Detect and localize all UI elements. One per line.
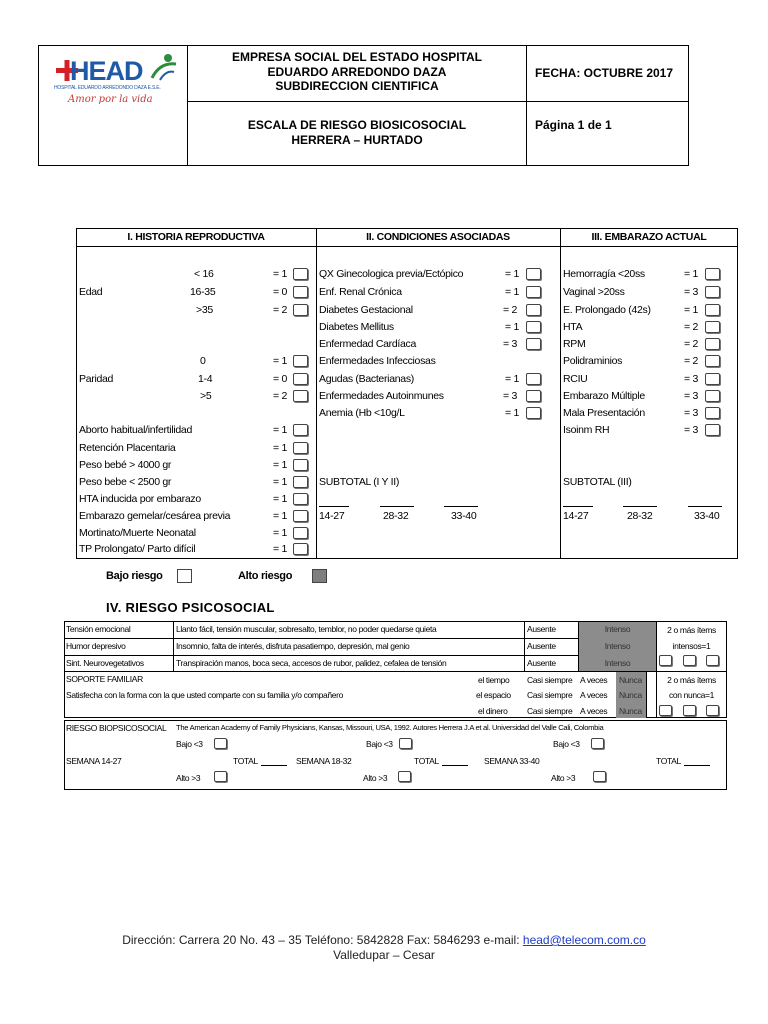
cond-item-checkbox[interactable] <box>526 407 541 419</box>
alto-checkbox-1[interactable] <box>214 771 227 782</box>
emb-item-label: Embarazo Múltiple <box>563 390 645 402</box>
cond-item-label: Enfermedades Autoinmunes <box>319 390 444 402</box>
emb-item-checkbox[interactable] <box>705 286 720 298</box>
psy-row-intenso: Intenso <box>604 658 631 668</box>
emb-item-checkbox[interactable] <box>705 373 720 385</box>
semana-3-label: SEMANA 33-40 <box>484 756 540 766</box>
alto-label-2: Alto >3 <box>363 773 388 783</box>
hist-item-score: = 1 <box>273 510 287 522</box>
cond-item-checkbox[interactable] <box>526 338 541 350</box>
paridad-score-3: = 2 <box>273 390 287 402</box>
semana-2-label: SEMANA 18-32 <box>296 756 352 766</box>
weeks-i-ii-1: 14-27 <box>319 510 345 522</box>
hist-item-label: TP Prolongato/ Parto difícil <box>79 543 196 555</box>
weeks-i-ii-3: 33-40 <box>451 510 477 522</box>
psy-row-name: Humor depresivo <box>66 641 126 651</box>
edad-score-3: = 2 <box>273 304 287 316</box>
total-2-label: TOTAL <box>414 756 439 766</box>
weeks-iii-1: 14-27 <box>563 510 589 522</box>
cond-item-label: Enfermedades Infecciosas <box>319 355 436 367</box>
section4-title: IV. RIESGO PSICOSOCIAL <box>106 600 275 615</box>
cond-item-label: QX Ginecologica previa/Ectópico <box>319 268 464 280</box>
edad-checkbox-2[interactable] <box>293 286 308 298</box>
psy-checkbox[interactable] <box>683 655 696 666</box>
emb-item-score: = 2 <box>684 321 698 333</box>
soporte-c2: A veces <box>580 690 608 700</box>
cond-item-label: Diabetes Gestacional <box>319 304 413 316</box>
cond-item-checkbox[interactable] <box>526 268 541 280</box>
cond-item-score: = 1 <box>505 268 519 280</box>
hist-item-checkbox[interactable] <box>293 527 308 539</box>
bajo-checkbox-1[interactable] <box>214 738 227 749</box>
paridad-checkbox-3[interactable] <box>293 390 308 402</box>
section1-title: I. HISTORIA REPRODUCTIVA <box>127 231 265 243</box>
soporte-c3: Nunca <box>619 675 642 685</box>
hist-item-checkbox[interactable] <box>293 543 308 555</box>
edad-range-3: >35 <box>196 304 213 316</box>
edad-label: Edad <box>79 286 103 298</box>
edad-range-2: 16-35 <box>190 286 216 298</box>
subtotal-iii-label: SUBTOTAL (III) <box>563 476 632 488</box>
cond-item-label: Enf. Renal Crónica <box>319 286 402 298</box>
psy-right-note-2: intensos=1 <box>672 641 711 651</box>
paridad-label: Paridad <box>79 373 114 385</box>
hist-item-label: Aborto habitual/infertilidad <box>79 424 193 436</box>
hist-item-label: Embarazo gemelar/cesárea previa <box>79 510 231 522</box>
weeks-iii-2: 28-32 <box>627 510 653 522</box>
emb-item-score: = 1 <box>684 304 698 316</box>
emb-item-checkbox[interactable] <box>705 407 720 419</box>
psy-row-intenso: Intenso <box>604 641 631 651</box>
cond-item-score: = 1 <box>505 321 519 333</box>
hist-item-checkbox[interactable] <box>293 459 308 471</box>
biopsico-source: The American Academy of Family Physicians, Kansas, Missouri, USA, 1992. Autores Herrera J.A et al. Universidad del Valle Cali, Colombia <box>176 723 604 732</box>
weeks-iii-3: 33-40 <box>694 510 720 522</box>
cond-item-checkbox[interactable] <box>526 390 541 402</box>
emb-item-score: = 2 <box>684 338 698 350</box>
hist-item-checkbox[interactable] <box>293 476 308 488</box>
hist-item-score: = 1 <box>273 424 287 436</box>
hist-item-checkbox[interactable] <box>293 510 308 522</box>
subtotal-i-ii-label: SUBTOTAL (I Y II) <box>319 476 400 488</box>
psy-row-ausente: Ausente <box>527 658 556 668</box>
alto-label-3: Alto >3 <box>551 773 576 783</box>
soporte-when: el dinero <box>478 706 508 716</box>
hist-item-score: = 1 <box>273 527 287 539</box>
bajo-riesgo-swatch <box>177 569 192 583</box>
emb-item-label: Isoinm RH <box>563 424 610 436</box>
edad-range-1: < 16 <box>194 268 214 280</box>
cond-item-checkbox[interactable] <box>526 321 541 333</box>
cond-item-score: = 1 <box>505 286 519 298</box>
hist-item-score: = 1 <box>273 442 287 454</box>
emb-item-score: = 3 <box>684 407 698 419</box>
cond-item-checkbox[interactable] <box>526 286 541 298</box>
emb-item-score: = 2 <box>684 355 698 367</box>
soporte-right-note-1: 2 o más ítems <box>667 675 716 685</box>
edad-checkbox-1[interactable] <box>293 268 308 280</box>
paridad-score-2: = 0 <box>273 373 287 385</box>
section3-title: III. EMBARAZO ACTUAL <box>591 231 707 243</box>
bajo-label-3: Bajo <3 <box>553 739 580 749</box>
emb-item-checkbox[interactable] <box>705 390 720 402</box>
soporte-c2: A veces <box>580 675 608 685</box>
alto-checkbox-2[interactable] <box>398 771 411 782</box>
cond-item-label: Diabetes Mellitus <box>319 321 394 333</box>
soporte-c3: Nunca <box>619 690 642 700</box>
hist-item-label: HTA inducida por embarazo <box>79 493 201 505</box>
edad-score-2: = 0 <box>273 286 287 298</box>
hist-item-label: Retención Placentaria <box>79 442 176 454</box>
soporte-checkbox[interactable] <box>706 705 719 716</box>
cond-item-score: = 1 <box>505 373 519 385</box>
emb-item-score: = 3 <box>684 424 698 436</box>
bajo-checkbox-2[interactable] <box>399 738 412 749</box>
emb-item-score: = 3 <box>684 373 698 385</box>
hist-item-checkbox[interactable] <box>293 442 308 454</box>
psy-row-name: Tensión emocional <box>66 624 131 634</box>
psy-row-intenso: Intenso <box>604 624 631 634</box>
scale-title-2: HERRERA – HURTADO <box>291 133 423 147</box>
logo-slogan: Amor por la vida <box>68 94 153 105</box>
paridad-score-1: = 1 <box>273 355 287 367</box>
edad-score-1: = 1 <box>273 268 287 280</box>
soporte-desc: Satisfecha con la forma con la que usted comparte con su familia y/o compañero <box>66 690 343 700</box>
cond-item-label: Anemia (Hb <10g/L <box>319 407 405 419</box>
soporte-c1: Casi siempre <box>527 706 573 716</box>
cond-item-score: = 3 <box>503 338 517 350</box>
total-1-label: TOTAL <box>233 756 258 766</box>
footer-email-link[interactable]: head@telecom.com.co <box>522 933 646 947</box>
psy-row-desc: Llanto fácil, tensión muscular, sobresalto, temblor, no poder quedarse quieta <box>176 624 437 634</box>
emb-item-checkbox[interactable] <box>705 355 720 367</box>
paridad-checkbox-2[interactable] <box>293 373 308 385</box>
soporte-title: SOPORTE FAMILIAR <box>66 674 143 684</box>
cond-item-label: Agudas (Bacterianas) <box>319 373 414 385</box>
soporte-c1: Casi siempre <box>527 675 573 685</box>
footer <box>0 933 768 963</box>
soporte-c2: A veces <box>580 706 608 716</box>
psy-row-desc: Transpiración manos, boca seca, accesos de rubor, palidez, cefalea de tensión <box>176 658 447 668</box>
soporte-right-note-2: con nunca=1 <box>668 690 715 700</box>
psy-checkbox[interactable] <box>706 655 719 666</box>
emb-item-score: = 3 <box>684 390 698 402</box>
emb-item-checkbox[interactable] <box>705 424 720 436</box>
emb-item-checkbox[interactable] <box>705 338 720 350</box>
soporte-checkbox[interactable] <box>659 705 672 716</box>
paridad-range-3: >5 <box>200 390 212 402</box>
fecha-label: FECHA: OCTUBRE 2017 <box>535 66 674 80</box>
hospital-logo <box>48 50 180 120</box>
emb-item-label: Vaginal >20ss <box>563 286 625 298</box>
paridad-range-2: 1-4 <box>198 373 213 385</box>
paridad-range-1: 0 <box>200 355 206 367</box>
emb-item-label: Hemorragía <20ss <box>563 268 645 280</box>
soporte-c3: Nunca <box>619 706 642 716</box>
weeks-i-ii-2: 28-32 <box>383 510 409 522</box>
psy-row-ausente: Ausente <box>527 641 556 651</box>
cond-item-score: = 1 <box>505 407 519 419</box>
org-line-1: EMPRESA SOCIAL DEL ESTADO HOSPITAL <box>231 50 483 64</box>
soporte-when: el espacio <box>476 690 511 700</box>
org-line-3: SUBDIRECCION CIENTIFICA <box>275 79 439 93</box>
hist-item-score: = 1 <box>273 493 287 505</box>
emb-item-checkbox[interactable] <box>705 321 720 333</box>
hist-item-label: Peso bebe < 2500 gr <box>79 476 172 488</box>
psy-row-name: Sint. Neurovegetativos <box>66 658 144 668</box>
logo-text: HEAD <box>70 56 143 86</box>
emb-item-label: E. Prolongado (42s) <box>563 304 651 316</box>
emb-item-label: RPM <box>563 338 586 350</box>
hist-item-score: = 1 <box>273 476 287 488</box>
alto-label-1: Alto >3 <box>176 773 201 783</box>
org-line-2: EDUARDO ARREDONDO DAZA <box>267 64 447 79</box>
psy-checkbox[interactable] <box>659 655 672 666</box>
cond-item-checkbox[interactable] <box>526 373 541 385</box>
cond-item-label: Enfermedad Cardíaca <box>319 338 417 350</box>
section2-title: II. CONDICIONES ASOCIADAS <box>366 231 510 243</box>
cond-item-score: = 3 <box>503 390 517 402</box>
emb-item-label: Mala Presentación <box>563 407 645 419</box>
emb-item-label: Polidraminios <box>563 355 623 367</box>
total-3-label: TOTAL <box>656 756 681 766</box>
emb-item-score: = 1 <box>684 268 698 280</box>
emb-item-score: = 3 <box>684 286 698 298</box>
bajo-checkbox-3[interactable] <box>591 738 604 749</box>
soporte-when: el tiempo <box>478 675 510 685</box>
bajo-label-2: Bajo <3 <box>366 739 393 749</box>
hist-item-checkbox[interactable] <box>293 424 308 436</box>
alto-checkbox-3[interactable] <box>593 771 606 782</box>
logo-subtitle: HOSPITAL EDUARDO ARREDONDO DAZA E.S.E. <box>54 85 161 91</box>
hist-item-label: Mortinato/Muerte Neonatal <box>79 527 196 539</box>
pagina-label: Página 1 de 1 <box>535 118 612 132</box>
scale-title-1: ESCALA DE RIESGO BIOSICOSOCIAL <box>247 118 467 132</box>
emb-item-label: HTA <box>563 321 583 333</box>
semana-1-label: SEMANA 14-27 <box>66 756 122 766</box>
bajo-label-1: Bajo <3 <box>176 739 203 749</box>
soporte-checkbox[interactable] <box>683 705 696 716</box>
soporte-c1: Casi siempre <box>527 690 573 700</box>
emb-item-checkbox[interactable] <box>705 268 720 280</box>
cond-item-checkbox[interactable] <box>526 304 541 316</box>
cond-item-score: = 2 <box>503 304 517 316</box>
biopsico-title: RIESGO BIOPSICOSOCIAL <box>66 723 167 733</box>
alto-riesgo-label: Alto riesgo <box>238 570 293 582</box>
emb-item-checkbox[interactable] <box>705 304 720 316</box>
alto-riesgo-swatch <box>312 569 327 583</box>
psy-row-desc: Insomnio, falta de interés, disfruta pasatiempo, depresión, mal genio <box>176 641 410 651</box>
footer-address: Dirección: Carrera 20 No. 43 – 35 Teléfono: 5842828 Fax: 5846293 e-mail: <box>122 933 523 947</box>
footer-city: Valledupar – Cesar <box>333 948 435 962</box>
bajo-riesgo-label: Bajo riesgo <box>106 570 163 582</box>
hist-item-label: Peso bebé > 4000 gr <box>79 459 172 471</box>
paridad-checkbox-1[interactable] <box>293 355 308 367</box>
hist-item-score: = 1 <box>273 459 287 471</box>
psy-row-ausente: Ausente <box>527 624 556 634</box>
hist-item-checkbox[interactable] <box>293 493 308 505</box>
edad-checkbox-3[interactable] <box>293 304 308 316</box>
emb-item-label: RCIU <box>563 373 588 385</box>
hist-item-score: = 1 <box>273 543 287 555</box>
psy-right-note-1: 2 o más ítems <box>667 625 716 635</box>
